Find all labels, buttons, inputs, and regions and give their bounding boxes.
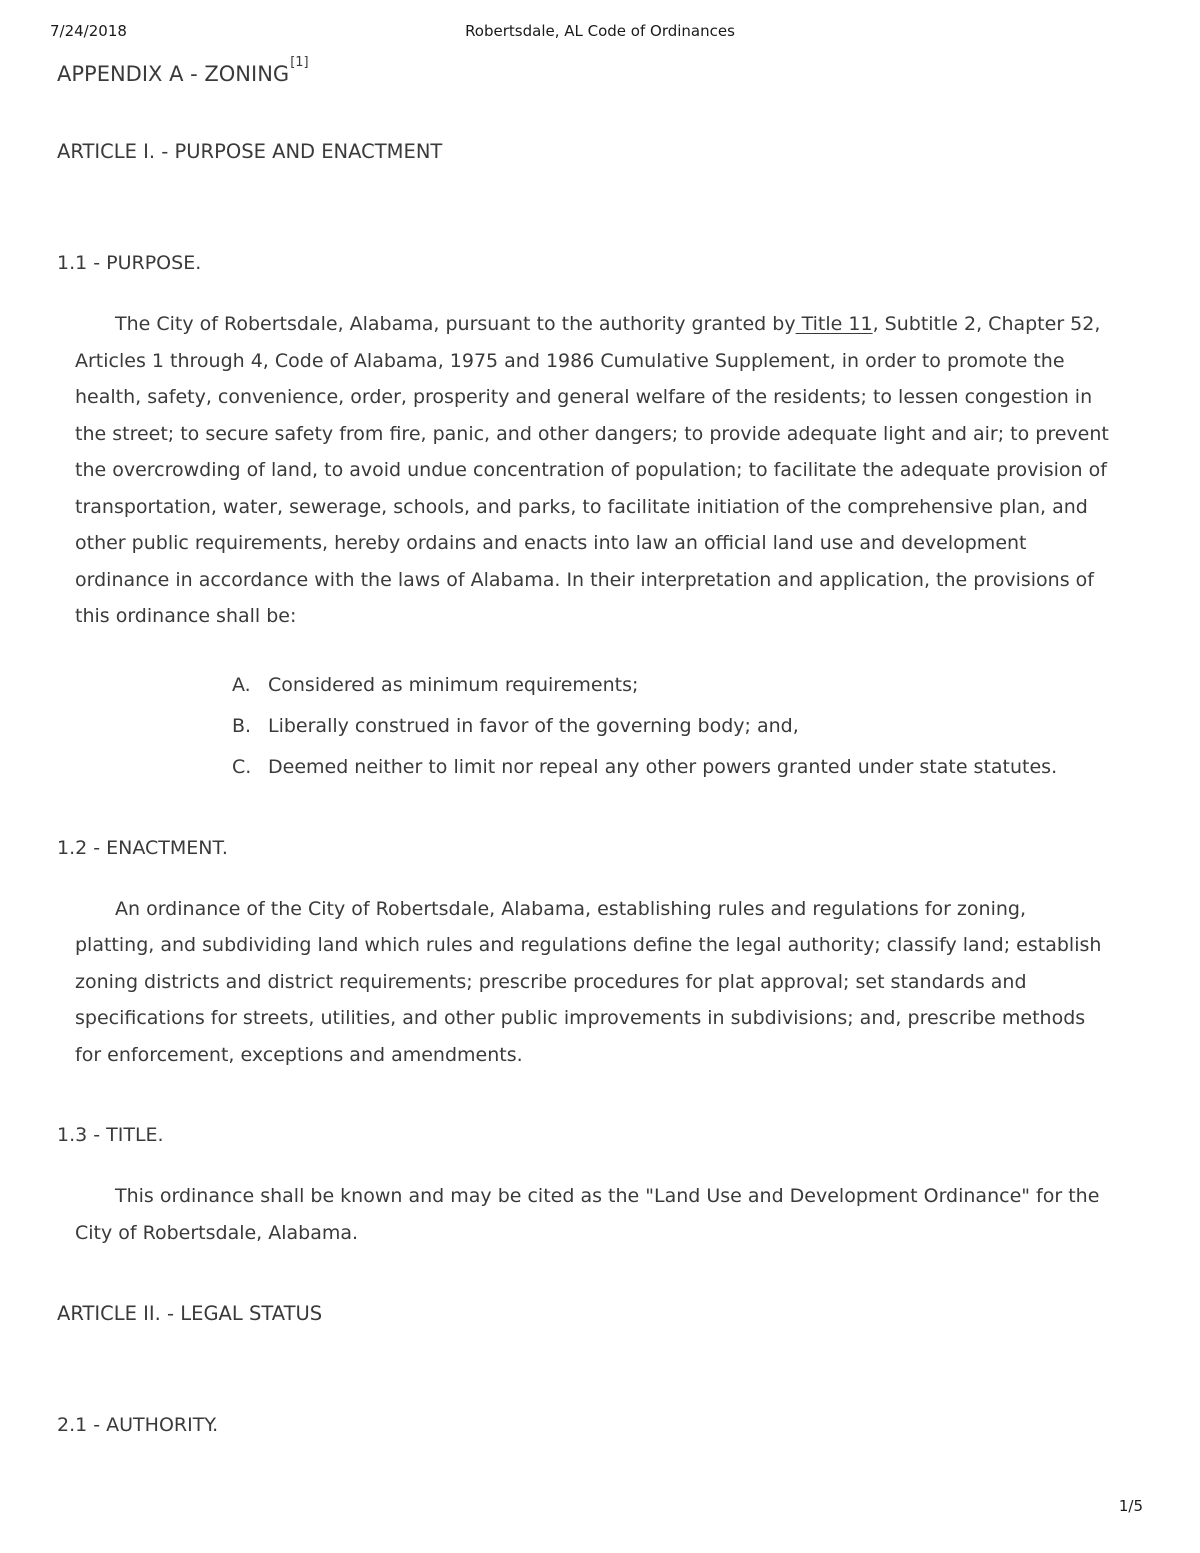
list-item-text: Considered as minimum requirements; (268, 673, 639, 696)
title-paragraph: This ordinance shall be known and may be cited as the "Land Use and Development Ordinance" for the City of Robertsdale, Alabama. (75, 1185, 1100, 1244)
enactment-paragraph: An ordinance of the City of Robertsdale, Alabama, establishing rules and regulations for zoning, platting, and subdividing land which rules and regulations define the legal authority; classify land; establish zoning districts and district requirements; prescribe procedures for plat approval; set standards and specifications for streets, utilities, and other public improvements in subdivisions; and, prescribe methods for enforcement, exceptions and amendments. (75, 897, 1102, 1066)
purpose-paragraph (75, 306, 1110, 635)
header-title: Robertsdale, AL Code of Ordinances (465, 22, 735, 40)
section-heading-title: 1.3 - TITLE. (57, 1124, 164, 1146)
title-11-link[interactable]: Title 11 (795, 313, 873, 335)
purpose-paragraph-text-before: The City of Robertsdale, Alabama, pursuant to the authority granted by (115, 313, 796, 335)
footnote-reference: [1] (290, 55, 309, 70)
appendix-title-text: APPENDIX A - ZONING (57, 62, 290, 86)
list-item-marker: B. (232, 714, 252, 737)
appendix-title (57, 55, 1110, 89)
article-i-title: ARTICLE I. - PURPOSE AND ENACTMENT (57, 140, 443, 163)
list-item-text: Deemed neither to limit nor repeal any other powers granted under state statutes. (268, 755, 1058, 778)
list-item-marker: A. (232, 673, 251, 696)
print-header (0, 22, 1200, 40)
list-item-marker: C. (232, 755, 252, 778)
article-ii-title: ARTICLE II. - LEGAL STATUS (57, 1302, 323, 1325)
header-date: 7/24/2018 (50, 22, 127, 40)
purpose-paragraph-text-after: , Subtitle 2, Chapter 52, Articles 1 through 4, Code of Alabama, 1975 and 1986 Cumulative Supplement, in order to promote the health, safety, convenience, order, prosperity and general welfare of the residents; to lessen congestion in the street; to secure safety from fire, panic, and other dangers; to provide adequate light and air; to prevent the overcrowding of land, to avoid undue concentration of population; to facilitate the adequate provision of transportation, water, sewerage, schools, and parks, to facilitate initiation of the comprehensive plan, and other public requirements, hereby ordains and enacts into law an official land use and development ordinance in accordance with the laws of Alabama. In their interpretation and application, the provisions of this ordinance shall be: (75, 313, 1109, 627)
section-heading-enactment: 1.2 - ENACTMENT. (57, 836, 228, 859)
list-item (232, 708, 1110, 745)
section-heading-authority: 2.1 - AUTHORITY. (57, 1414, 219, 1436)
document-body (57, 55, 1110, 1438)
list-item (232, 667, 1110, 704)
list-item (232, 749, 1110, 786)
page-number: 1/5 (1118, 1497, 1143, 1515)
section-heading-purpose: 1.1 - PURPOSE. (57, 252, 202, 274)
provisions-list (232, 667, 1110, 786)
list-item-text: Liberally construed in favor of the governing body; and, (268, 714, 799, 737)
